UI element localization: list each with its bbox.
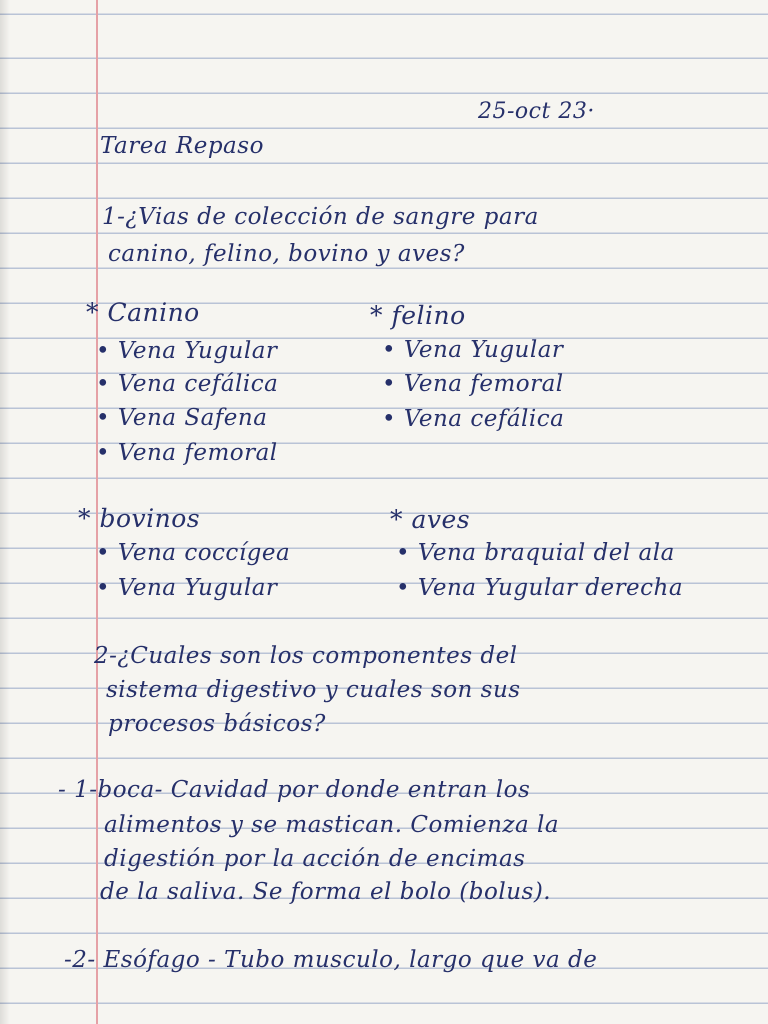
date: 25-oct 23· (478, 99, 595, 124)
question-1-line-2: canino, felino, bovino y aves? (108, 241, 465, 267)
answer-1-line-2: alimentos y se mastican. Comienza la (104, 812, 560, 838)
group-heading-canino: * Canino (86, 298, 200, 327)
felino-item: • Vena Yugular (382, 337, 564, 363)
question-2-line-2: sistema digestivo y cuales son sus (106, 677, 521, 703)
group-heading-bovinos: * bovinos (78, 504, 201, 533)
page-edge-shadow (0, 0, 10, 1024)
aves-item: • Vena Yugular derecha (396, 575, 684, 601)
aves-item: • Vena braquial del ala (396, 540, 675, 566)
question-2-line-3: procesos básicos? (108, 711, 326, 737)
answer-1-line-1: - 1-boca- Cavidad por donde entran los (58, 777, 531, 803)
canino-item: • Vena femoral (96, 440, 278, 466)
question-1-line-1: 1-¿Vias de colección de sangre para (102, 204, 539, 230)
answer-1-line-4: de la saliva. Se forma el bolo (bolus). (100, 879, 552, 905)
felino-item: • Vena cefálica (382, 406, 565, 432)
answer-1-line-3: digestión por la acción de encimas (104, 846, 526, 872)
bovinos-item: • Vena Yugular (96, 575, 278, 601)
bovinos-item: • Vena coccígea (96, 540, 291, 566)
question-2-line-1: 2-¿Cuales son los componentes del (94, 643, 518, 669)
group-heading-aves: * aves (390, 505, 471, 534)
canino-item: • Vena Yugular (96, 338, 278, 364)
canino-item: • Vena Safena (96, 405, 268, 431)
answer-2-line-1: -2- Esófago - Tubo musculo, largo que va de (64, 947, 598, 973)
group-heading-felino: * felino (370, 301, 466, 330)
canino-item: • Vena cefálica (96, 371, 279, 397)
page-title: Tarea Repaso (100, 133, 264, 159)
felino-item: • Vena femoral (382, 371, 564, 397)
